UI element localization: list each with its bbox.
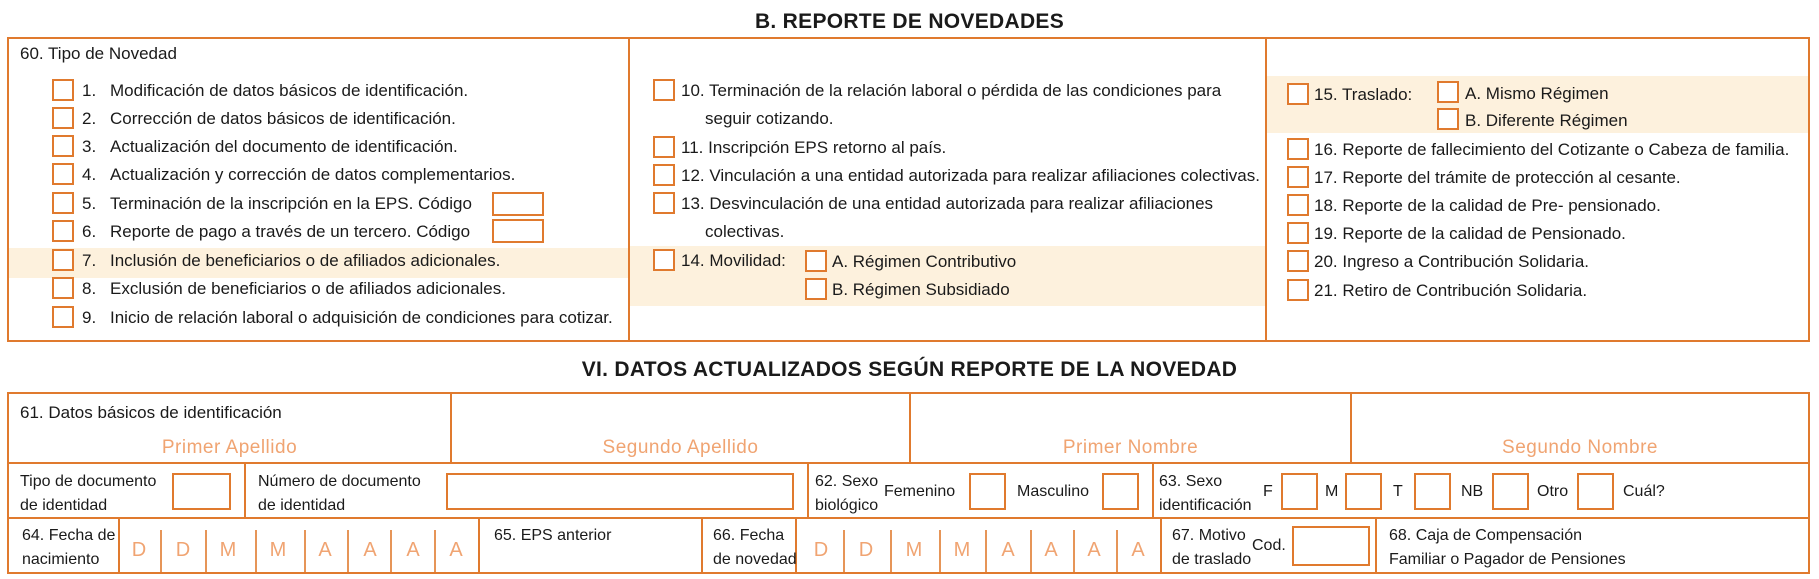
cell-divider bbox=[1152, 462, 1154, 519]
segundo-nombre-field[interactable]: Segundo Nombre bbox=[1502, 437, 1658, 458]
date-digit[interactable]: A bbox=[1001, 539, 1015, 561]
novedad-label: Inicio de relación laboral o adquisición de condiciones para cotizar. bbox=[110, 308, 613, 327]
novedad-label: 21. Retiro de Contribución Solidaria. bbox=[1314, 281, 1588, 300]
date-digit[interactable]: A bbox=[406, 539, 420, 561]
novedad-label: 12. Vinculación a una entidad autorizada para realizar afiliaciones colectivas. bbox=[681, 166, 1260, 185]
date-digit[interactable]: D bbox=[175, 539, 191, 561]
date-digit[interactable]: D bbox=[858, 539, 874, 561]
novedad-num: 1. bbox=[82, 81, 97, 100]
movilidad-a-label: A. Régimen Contributivo bbox=[832, 252, 1017, 271]
traslado-a-label: A. Mismo Régimen bbox=[1465, 84, 1609, 103]
traslado-a-checkbox[interactable] bbox=[1437, 81, 1459, 103]
section-b-title: B. REPORTE DE NOVEDADES bbox=[754, 10, 1065, 33]
tipo-doc-input[interactable] bbox=[172, 473, 231, 510]
novedad-num: 6. bbox=[82, 222, 97, 241]
opt-nb-label: NB bbox=[1461, 483, 1484, 500]
novedad-checkbox[interactable] bbox=[52, 192, 74, 214]
novedad-label: seguir cotizando. bbox=[705, 109, 834, 128]
movilidad-b-checkbox[interactable] bbox=[805, 278, 827, 300]
novedad-label: 14. Movilidad: bbox=[681, 251, 786, 270]
tipo-doc-label: Tipo de documento bbox=[20, 473, 157, 490]
field-65-label: 65. EPS anterior bbox=[494, 527, 612, 544]
primer-apellido-field[interactable]: Primer Apellido bbox=[161, 437, 298, 458]
novedad-num: 3. bbox=[82, 137, 97, 156]
novedad-num: 9. bbox=[82, 308, 97, 327]
novedad-label: 15. Traslado: bbox=[1314, 85, 1413, 104]
masculino-checkbox[interactable] bbox=[1102, 473, 1139, 510]
date-digit[interactable]: A bbox=[363, 539, 377, 561]
novedad-label: 11. Inscripción EPS retorno al país. bbox=[681, 138, 947, 157]
date-digit[interactable]: A bbox=[318, 539, 332, 561]
cell-divider bbox=[478, 517, 480, 574]
opt-m-checkbox[interactable] bbox=[1345, 473, 1382, 510]
num-doc-input[interactable] bbox=[446, 473, 794, 510]
novedad-label: Exclusión de beneficiarios o de afiliados adicionales. bbox=[110, 279, 506, 298]
novedad-num: 4. bbox=[82, 165, 97, 184]
field-63-label-2: identificación bbox=[1159, 497, 1252, 514]
field-68-label-2: Familiar o Pagador de Pensiones bbox=[1389, 551, 1626, 568]
novedad-checkbox[interactable] bbox=[1287, 138, 1309, 160]
opt-f-label: F bbox=[1263, 483, 1273, 500]
codigo-input-5[interactable] bbox=[492, 192, 544, 216]
novedad-label: Actualización del documento de identificación. bbox=[110, 137, 458, 156]
femenino-label: Femenino bbox=[884, 483, 956, 500]
cod-input[interactable] bbox=[1292, 526, 1370, 566]
novedad-checkbox[interactable] bbox=[1287, 279, 1309, 301]
novedad-num: 8. bbox=[82, 279, 97, 298]
cell-divider bbox=[1375, 517, 1377, 574]
field-63-label: 63. Sexo bbox=[1159, 473, 1223, 490]
novedad-checkbox[interactable] bbox=[52, 277, 74, 299]
novedad-checkbox[interactable] bbox=[52, 135, 74, 157]
opt-f-checkbox[interactable] bbox=[1281, 473, 1318, 510]
novedad-label: 17. Reporte del trámite de protección al cesante. bbox=[1314, 168, 1681, 187]
field-67-label-2: de traslado bbox=[1172, 551, 1252, 568]
date-digit[interactable]: A bbox=[449, 539, 463, 561]
traslado-b-checkbox[interactable] bbox=[1437, 108, 1459, 130]
novedad-num: 5. bbox=[82, 194, 97, 213]
date-digit[interactable]: D bbox=[813, 539, 829, 561]
novedad-label: 19. Reporte de la calidad de Pensionado. bbox=[1314, 224, 1626, 243]
novedad-num: 2. bbox=[82, 109, 97, 128]
cual-label: Cuál? bbox=[1623, 483, 1665, 500]
cell-divider bbox=[1160, 517, 1162, 574]
novedad-checkbox[interactable] bbox=[1287, 166, 1309, 188]
novedad-checkbox[interactable] bbox=[52, 107, 74, 129]
field-68-label: 68. Caja de Compensación bbox=[1389, 527, 1583, 544]
codigo-input-6[interactable] bbox=[492, 219, 544, 243]
novedad-label: Reporte de pago a través de un tercero. Código bbox=[110, 222, 471, 241]
cell-divider bbox=[701, 517, 703, 574]
opt-otro-checkbox[interactable] bbox=[1577, 473, 1614, 510]
cod-label: Cod. bbox=[1252, 537, 1286, 554]
date-divider bbox=[890, 530, 892, 574]
novedad-label: 10. Terminación de la relación laboral o pérdida de las condiciones para bbox=[681, 81, 1222, 100]
novedad-label: colectivas. bbox=[705, 222, 785, 241]
field-62-label: 62. Sexo bbox=[815, 473, 879, 490]
tipo-doc-label-2: de identidad bbox=[20, 497, 108, 514]
num-doc-label-2: de identidad bbox=[258, 497, 346, 514]
masculino-label: Masculino bbox=[1017, 483, 1090, 500]
field-66-label: 66. Fecha bbox=[713, 527, 785, 544]
novedad-checkbox[interactable] bbox=[653, 136, 675, 158]
movilidad-a-checkbox[interactable] bbox=[805, 250, 827, 272]
row-divider bbox=[7, 517, 1810, 519]
cell-divider bbox=[807, 462, 809, 519]
field-67-label: 67. Motivo bbox=[1172, 527, 1246, 544]
novedad-checkbox[interactable] bbox=[1287, 194, 1309, 216]
field-61-label: 61. Datos básicos de identificación bbox=[20, 403, 282, 422]
segundo-apellido-field[interactable]: Segundo Apellido bbox=[602, 437, 759, 458]
date-digit[interactable]: M bbox=[219, 539, 237, 561]
novedad-checkbox[interactable] bbox=[653, 249, 675, 271]
novedad-label: Inclusión de beneficiarios o de afiliados adicionales. bbox=[110, 251, 501, 270]
date-digit[interactable]: M bbox=[269, 539, 287, 561]
opt-t-label: T bbox=[1393, 483, 1403, 500]
novedad-num: 7. bbox=[82, 251, 97, 270]
novedad-checkbox[interactable] bbox=[653, 79, 675, 101]
date-digit[interactable]: M bbox=[953, 539, 971, 561]
field-66-label-2: de novedad bbox=[713, 551, 797, 568]
opt-m-label: M bbox=[1325, 483, 1339, 500]
num-doc-label: Número de documento bbox=[258, 473, 421, 490]
cell-divider bbox=[244, 462, 246, 519]
novedad-checkbox[interactable] bbox=[653, 164, 675, 186]
field-60-label: 60. Tipo de Novedad bbox=[20, 44, 177, 63]
novedad-checkbox[interactable] bbox=[52, 163, 74, 185]
novedad-checkbox[interactable] bbox=[52, 249, 74, 271]
date-digit[interactable]: M bbox=[905, 539, 923, 561]
opt-otro-label: Otro bbox=[1537, 483, 1569, 500]
primer-nombre-field[interactable]: Primer Nombre bbox=[1062, 437, 1199, 458]
section-vi-title: VI. DATOS ACTUALIZADOS SEGÚN REPORTE DE LA NOVEDAD bbox=[581, 358, 1238, 381]
novedad-checkbox[interactable] bbox=[653, 192, 675, 214]
novedad-label: 13. Desvinculación de una entidad autorizada para realizar afiliaciones bbox=[681, 194, 1214, 213]
novedad-label: 20. Ingreso a Contribución Solidaria. bbox=[1314, 252, 1589, 271]
opt-nb-checkbox[interactable] bbox=[1492, 473, 1529, 510]
novedad-label: Actualización y corrección de datos complementarios. bbox=[110, 165, 516, 184]
novedad-label: Corrección de datos básicos de identificación. bbox=[110, 109, 456, 128]
date-digit[interactable]: A bbox=[1044, 539, 1058, 561]
field-62-label-2: biológico bbox=[815, 497, 879, 514]
novedad-checkbox[interactable] bbox=[52, 220, 74, 242]
novedad-checkbox[interactable] bbox=[1287, 83, 1309, 105]
novedad-checkbox[interactable] bbox=[1287, 222, 1309, 244]
novedad-checkbox[interactable] bbox=[1287, 250, 1309, 272]
traslado-b-label: B. Diferente Régimen bbox=[1465, 111, 1628, 130]
date-digit[interactable]: A bbox=[1131, 539, 1145, 561]
field-64-label-2: nacimiento bbox=[22, 551, 100, 568]
novedad-label: 18. Reporte de la calidad de Pre- pensionado. bbox=[1314, 196, 1661, 215]
date-digit[interactable]: A bbox=[1087, 539, 1101, 561]
novedad-checkbox[interactable] bbox=[52, 306, 74, 328]
opt-t-checkbox[interactable] bbox=[1414, 473, 1451, 510]
novedad-checkbox[interactable] bbox=[52, 79, 74, 101]
date-digit[interactable]: D bbox=[131, 539, 147, 561]
movilidad-b-label: B. Régimen Subsidiado bbox=[832, 280, 1010, 299]
femenino-checkbox[interactable] bbox=[969, 473, 1006, 510]
novedad-label: 16. Reporte de fallecimiento del Cotizante o Cabeza de familia. bbox=[1314, 140, 1790, 159]
field-64-label: 64. Fecha de bbox=[22, 527, 116, 544]
novedad-label: Modificación de datos básicos de identificación. bbox=[110, 81, 469, 100]
novedad-label: Terminación de la inscripción en la EPS. Código bbox=[110, 194, 472, 213]
